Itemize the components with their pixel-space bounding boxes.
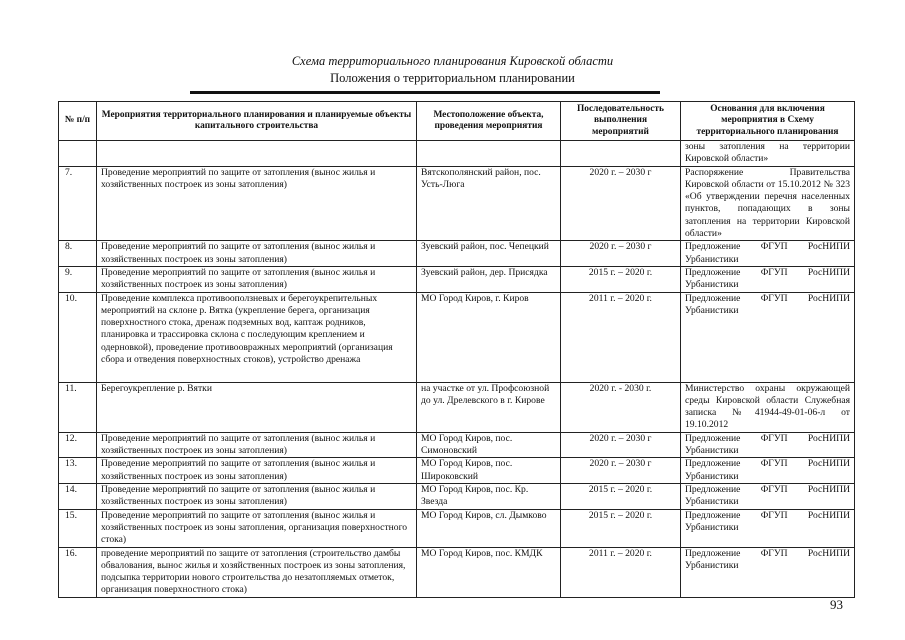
cell-measure: Проведение мероприятий по защите от затопления (вынос жилья и хозяйственных построек из зоны затопления, организация поверхностного стока) [97,509,417,547]
cell-basis: Предложение ФГУП РосНИПИ Урбанистики [681,458,855,484]
cell-basis: Министерство охраны окружающей среды Кировской области Служебная записка №41944-49-01-06-л от 19.10.2012 [681,382,855,432]
cell-num: 8. [59,241,97,267]
cell-measure: Проведение мероприятий по защите от затопления (вынос жилья и хозяйственных построек из зоны затопления) [97,266,417,292]
cell-num: 15. [59,509,97,547]
cell-sequence: 2020 г. – 2030 г [561,432,681,458]
cell-basis: Предложение ФГУП РосНИПИ Урбанистики [681,547,855,597]
table-row [59,266,855,292]
column-header-num: № п/п [59,102,97,141]
cell-location: МО Город Киров, сл. Дымково [417,509,561,547]
table-row [59,166,855,241]
cell-basis: Предложение ФГУП РосНИПИ Урбанистики [681,266,855,292]
cell-measure: Проведение мероприятий по защите от затопления (вынос жилья и хозяйственных построек из зоны затопления) [97,166,417,241]
table-row [59,483,855,509]
column-header-basis: Основания для включения мероприятия в Схему территориального планирования [681,102,855,141]
page-number: 93 [830,597,843,612]
cell-num: 9. [59,266,97,292]
cell-measure: Берегоукрепление р. Вятки [97,382,417,432]
cell-location: Зуевский район, дер. Присядка [417,266,561,292]
cell-basis: зоны затопления на территории Кировской области» [681,141,855,167]
cell-sequence [561,141,681,167]
document-title: Схема территориального планирования Кировской области [291,54,614,68]
table-row [59,432,855,458]
table-row [59,547,855,597]
cell-location: МО Город Киров, пос. Симоновский [417,432,561,458]
cell-sequence: 2011 г. – 2020 г. [561,292,681,382]
cell-location: МО Город Киров, г. Киров [417,292,561,382]
cell-sequence: 2020 г. – 2030 г [561,241,681,267]
cell-location [417,141,561,167]
cell-sequence: 2015 г. – 2020 г. [561,266,681,292]
table-row [59,292,855,382]
measures-table [58,101,855,598]
cell-num: 11. [59,382,97,432]
cell-num: 13. [59,458,97,484]
cell-measure: Проведение мероприятий по защите от затопления (вынос жилья и хозяйственных построек из зоны затопления) [97,483,417,509]
cell-sequence: 2011 г. – 2020 г. [561,547,681,597]
cell-basis: Предложение ФГУП РосНИПИ Урбанистики [681,241,855,267]
cell-sequence: 2020 г. – 2030 г [561,166,681,241]
table-row [59,509,855,547]
cell-basis: Предложение ФГУП РосНИПИ Урбанистики [681,292,855,382]
cell-measure: Проведение мероприятий по защите от затопления (вынос жилья и хозяйственных построек из зоны затопления) [97,432,417,458]
cell-num: 14. [59,483,97,509]
cell-location: Вятскополянский район, пос. Усть-Люга [417,166,561,241]
cell-measure: Проведение мероприятий по защите от затопления (вынос жилья и хозяйственных построек из зоны затопления) [97,458,417,484]
header-rule [190,91,660,94]
cell-sequence: 2020 г. – 2030 г [561,458,681,484]
cell-num: 7. [59,166,97,241]
cell-sequence: 2020 г. - 2030 г. [561,382,681,432]
column-header-sequence: Последовательность выполнения мероприятий [561,102,681,141]
cell-measure: проведение мероприятий по защите от затопления (строительство дамбы обвалования, вынос жилья и хозяйственных построек из зоны затопления, подсыпка территории нового строительства до незатопляемых отметок, организация поверхностного стока) [97,547,417,597]
column-header-location: Местоположение объекта, проведения мероприятия [417,102,561,141]
cell-basis: Распоряжение Правительства Кировской области от 15.10.2012 № 323 «Об утверждении перечня населенных пунктов, попадающих в зоны затопления на территории Кировской области» [681,166,855,241]
table-row [59,382,855,432]
cell-measure: Проведение мероприятий по защите от затопления (вынос жилья и хозяйственных построек из зоны затопления) [97,241,417,267]
cell-measure [97,141,417,167]
cell-measure: Проведение комплекса противооползневых и берегоукрепительных мероприятий на склоне р. Вятка (укрепление берега, организация поверхностного стока, дренаж подземных вод, каптаж родников, планировка и трассировка склона с последующим креплением и одерновкой), проведение противоовражных мероприятий (организация сбора и отведения поверхностных стоков), устройство дренажа [97,292,417,382]
table-header-row [59,102,855,141]
cell-num [59,141,97,167]
table-row [59,141,855,167]
cell-location: МО Город Киров, пос. КМДК [417,547,561,597]
cell-num: 10. [59,292,97,382]
table-row [59,458,855,484]
cell-num: 12. [59,432,97,458]
cell-num: 16. [59,547,97,597]
cell-basis: Предложение ФГУП РосНИПИ Урбанистики [681,509,855,547]
cell-location: на участке от ул. Профсоюзной до ул. Дрелевского в г. Кирове [417,382,561,432]
cell-location: Зуевский район, пос. Чепецкий [417,241,561,267]
column-header-measure: Мероприятия территориального планирования и планируемые объекты капитального строительства [97,102,417,141]
cell-sequence: 2015 г. – 2020 г. [561,509,681,547]
cell-basis: Предложение ФГУП РосНИПИ Урбанистики [681,483,855,509]
cell-location: МО Город Киров, пос. Кр. Звезда [417,483,561,509]
table-row [59,241,855,267]
cell-basis: Предложение ФГУП РосНИПИ Урбанистики [681,432,855,458]
cell-location: МО Город Киров, пос. Широковский [417,458,561,484]
cell-sequence: 2015 г. – 2020 г. [561,483,681,509]
document-subtitle: Положения о территориальном планировании [330,71,575,85]
